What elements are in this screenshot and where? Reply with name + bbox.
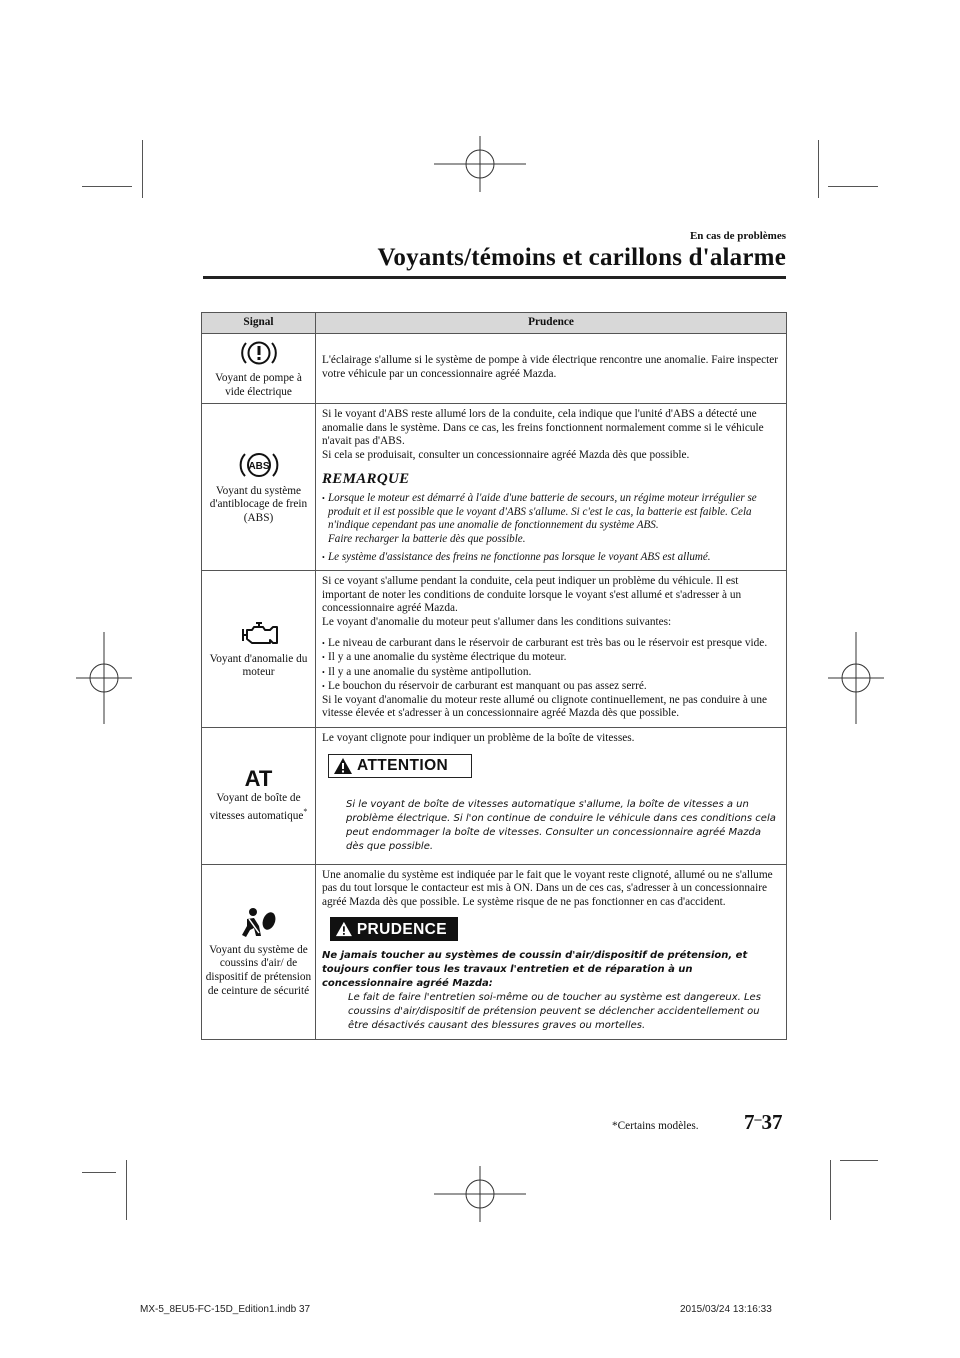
- signal-cell: [202, 728, 316, 865]
- bullet-icon: •: [322, 653, 325, 663]
- description-text: Une anomalie du système est indiquée par le fait que le voyant reste clignoté, allumé ou ne s'allume pas du tout lorsque le contacteur est mis à ON. Dans un de ces cas, s'adresser à un concessionnaire agréé Mazda dès que possible. Le système risque de ne pas fonctionner en cas d'accident.: [322, 868, 773, 908]
- page-number: 7–37: [744, 1110, 783, 1134]
- registration-mark-icon: [432, 1162, 528, 1226]
- abs-icon: [236, 449, 282, 481]
- table-row: [202, 728, 787, 865]
- signal-cell: [202, 404, 316, 571]
- registration-mark-icon: [76, 630, 132, 726]
- crop-mark: [818, 140, 819, 198]
- signal-label: Voyant du système d'antiblocage de frein (ABS): [209, 484, 308, 524]
- bullet-icon: •: [322, 667, 325, 677]
- exclamation-circle-icon: [239, 338, 279, 368]
- print-timestamp: 2015/03/24 13:16:33: [680, 1304, 772, 1315]
- remarque-heading: REMARQUE: [322, 470, 410, 487]
- column-header-signal: Signal: [202, 313, 316, 334]
- description-cell: [316, 728, 787, 865]
- bullet-icon: •: [322, 552, 325, 562]
- crop-mark: [126, 1160, 127, 1220]
- attention-banner: [328, 754, 472, 778]
- attention-text: Si le voyant de boîte de vitesses automatique s'allume, la boîte de vitesses a un problème électrique. Si l'on continue de conduire le véhicule dans ces conditions cela peut endommager la boîte de vitesses. Consulter un concessionnaire agréé Mazda dès que possible.: [346, 798, 776, 852]
- table-row: [202, 571, 787, 728]
- crop-mark: [828, 186, 878, 187]
- note-text: Faire recharger la batterie dès que possible.: [328, 532, 526, 545]
- prudence-lead-text: Ne jamais toucher au systèmes de coussin d'air/dispositif de prétension, et toujours confier tous les travaux l'entretien et de réparation à un concessionnaire agréé Mazda:: [322, 950, 748, 990]
- table-header-row: [202, 313, 787, 334]
- description-text: Le voyant d'anomalie du moteur peut s'allumer dans les conditions suivantes:: [322, 615, 672, 628]
- description-text: L'éclairage s'allume si le système de pompe à vide électrique rencontre une anomalie. Faire inspecter votre véhicule par un concessionnaire agréé Mazda.: [322, 354, 779, 380]
- table-row: [202, 864, 787, 1040]
- description-text: Si cela se produisait, consulter un concessionnaire agréé Mazda dès que possible.: [322, 448, 690, 461]
- attention-title: ATTENTION: [357, 756, 449, 774]
- crop-mark: [840, 1160, 878, 1161]
- description-text: Si ce voyant s'allume pendant la conduite, cela peut indiquer un problème du véhicule. Il est important de noter les conditions de conduite lorsque le voyant s'est allumé et s'adresser à un concessionnaire agréé Mazda.: [322, 575, 742, 615]
- signal-cell: [202, 864, 316, 1040]
- airbag-icon: [239, 906, 279, 940]
- signal-label: Voyant d'anomalie du moteur: [209, 652, 308, 679]
- list-item: [322, 651, 779, 665]
- bullet-icon: •: [322, 638, 325, 648]
- warning-triangle-icon: [333, 757, 353, 775]
- bullet-icon: •: [322, 494, 325, 504]
- signal-cell: [202, 334, 316, 404]
- description-cell: [316, 864, 787, 1040]
- signal-label: Voyant de boîte de vitesses automatique*: [209, 791, 308, 823]
- description-cell: [316, 334, 787, 404]
- section-label: En cas de problèmes: [689, 230, 786, 242]
- crop-mark: [830, 1160, 831, 1220]
- description-text: Si le voyant d'anomalie du moteur reste allumé ou clignote continuellement, ne pas conduire à une vitesse élevée et s'adresser à un concessionnaire agréé Mazda dès que possible.: [322, 693, 767, 720]
- registration-mark-icon: [828, 630, 884, 726]
- crop-mark: [142, 140, 143, 198]
- bullet-icon: •: [322, 682, 325, 692]
- description-text: Le voyant clignote pour indiquer un problème de la boîte de vitesses.: [322, 732, 635, 745]
- warning-triangle-icon: [335, 920, 353, 938]
- title-rule: [203, 276, 786, 279]
- prudence-text: Le fait de faire l'entretien soi-même ou de toucher au système est dangereux. Les coussins d'air/dispositif de prétension peuvent se déclencher accidentellement ou être désactivés causant des blessures graves ou mortelles.: [348, 992, 761, 1032]
- description-cell: [316, 571, 787, 728]
- engine-icon: [237, 619, 281, 649]
- note-item: [322, 492, 779, 546]
- prudence-title: PRUDENCE: [356, 920, 447, 938]
- crop-mark: [82, 186, 132, 187]
- page-title: Voyants/témoins et carillons d'alarme: [377, 244, 786, 271]
- footnote-marker: *: [303, 807, 308, 817]
- at-icon: AT: [244, 765, 273, 791]
- description-cell: [316, 404, 787, 571]
- signal-label: Voyant de pompe à vide électrique: [215, 372, 302, 398]
- list-item: [322, 637, 779, 651]
- note-text: Le système d'assistance des freins ne fonctionne pas lorsque le voyant ABS est allumé.: [328, 550, 711, 563]
- note-item: [322, 551, 779, 565]
- table-row: [202, 404, 787, 571]
- list-item: [322, 666, 779, 680]
- note-text: Lorsque le moteur est démarré à l'aide d'une batterie de secours, un régime moteur irrégulier se produit et il est possible que le voyant d'ABS s'allume. Si c'est le cas, la batterie est faible. Cela n'indique cependant pas une anomalie de fonctionnement du système ABS.: [328, 492, 757, 532]
- list-item-text: Il y a une anomalie du système électrique du moteur.: [328, 651, 567, 664]
- registration-mark-icon: [432, 132, 528, 196]
- column-header-prudence: Prudence: [316, 313, 787, 334]
- list-item-text: Il y a une anomalie du système antipollution.: [328, 665, 532, 678]
- prudence-banner: [330, 917, 458, 941]
- signal-cell: [202, 571, 316, 728]
- list-item-text: Le bouchon du réservoir de carburant est manquant ou pas assez serré.: [328, 680, 647, 693]
- list-item: [322, 680, 779, 694]
- print-file-info: MX-5_8EU5-FC-15D_Edition1.indb 37: [140, 1304, 311, 1315]
- list-item-text: Le niveau de carburant dans le réservoir de carburant est très bas ou le réservoir est presque vide.: [328, 636, 768, 649]
- warning-lights-table: [201, 312, 787, 1040]
- footnote: *Certains modèles.: [612, 1120, 699, 1132]
- crop-mark: [82, 1172, 116, 1173]
- abs-icon-text: ABS: [247, 460, 270, 472]
- signal-label: Voyant du système de coussins d'air/ de dispositif de prétension de ceinture de sécurité: [205, 943, 312, 997]
- description-text: Si le voyant d'ABS reste allumé lors de la conduite, cela indique que l'unité d'ABS a détecté une anomalie dans le système. Dans ce cas, les freins fonctionnent normalement comme si le véhicule n'avait pas d'ABS.: [322, 408, 764, 448]
- table-row: [202, 334, 787, 404]
